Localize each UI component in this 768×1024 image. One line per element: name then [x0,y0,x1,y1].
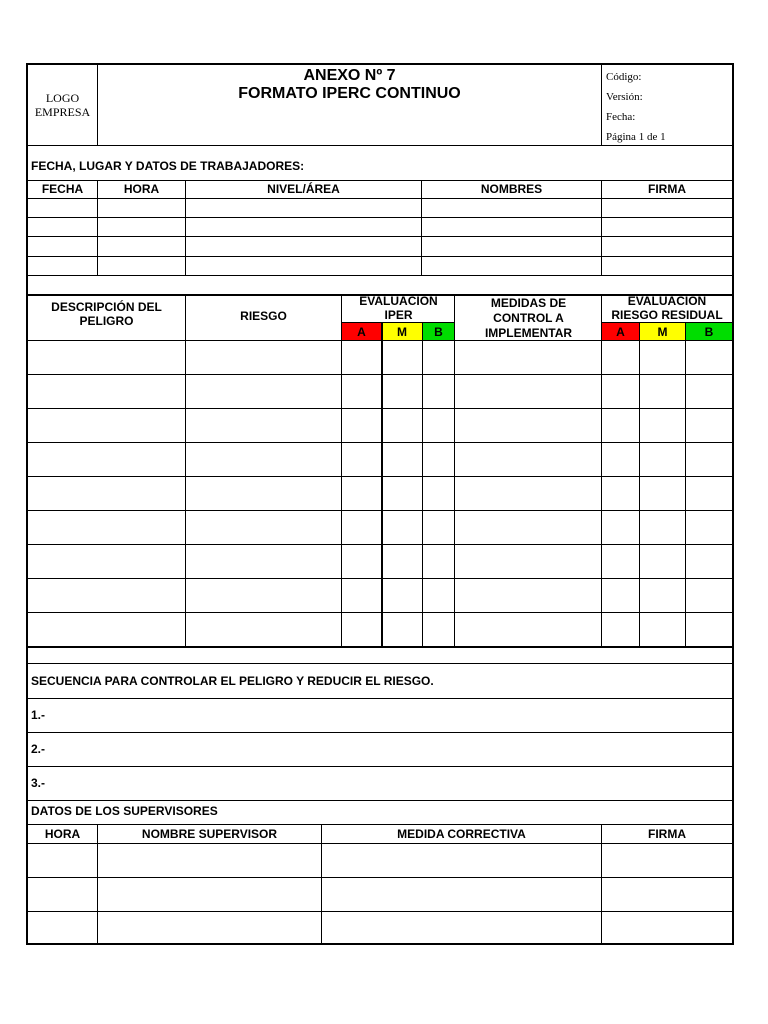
divider [421,180,422,276]
divider [341,294,342,648]
residual-level-a-cell: A [602,323,639,340]
col-nombres: NOMBRES [480,182,543,196]
divider [601,294,602,648]
col-riesgo: RIESGO [240,309,287,323]
divider [97,180,98,276]
table-row [28,612,732,613]
divider [601,180,602,276]
table-row [28,236,732,237]
eval-iper-line2: IPER [384,308,413,322]
sup-col-firma: FIRMA [648,826,686,841]
col-firma: FIRMA [648,182,686,196]
table-row [28,340,732,341]
supervisors-section-title: DATOS DE LOS SUPERVISORES [31,804,218,818]
residual-line2: RIESGO RESIDUAL [611,308,723,322]
divider [28,800,732,801]
table-row [28,510,732,511]
col-medidas-control [455,296,602,341]
divider [97,824,98,945]
divider [639,322,640,648]
table-row [28,374,732,375]
divider [685,322,686,648]
divider [381,322,383,648]
residual-level-b-cell: B [686,323,732,340]
divider [185,294,186,648]
col-descripcion-peligro [28,301,185,329]
medidas-line3: IMPLEMENTAR [484,326,573,340]
table-row [28,877,732,878]
logo-line2: EMPRESA [34,104,91,119]
col-evaluacion-residual [602,294,732,322]
residual-line1: EVALUACIÓN [627,294,707,308]
sup-col-medida: MEDIDA CORRECTIVA [397,826,526,841]
sequence-item-3: 3.- [31,776,46,790]
sequence-item-2: 2.- [31,742,46,756]
divider [422,322,423,648]
divider [185,180,186,276]
col-hora: HORA [123,182,160,196]
residual-level-m-cell: M [640,323,685,340]
divider [454,294,455,648]
table-row [28,476,732,477]
sequence-title: SECUENCIA PARA CONTROLAR EL PELIGRO Y REDUCIR EL RIESGO. [31,674,434,688]
iperc-form [26,63,734,945]
codigo-label: Código: [606,71,642,83]
col-descripcion-line2: PELIGRO [79,313,134,328]
logo-placeholder [28,92,97,120]
divider [341,322,455,323]
divider [28,663,732,664]
level-m-cell: M [382,323,422,340]
divider [601,824,602,945]
col-fecha: FECHA [41,182,84,196]
table-row [28,275,732,276]
level-b-cell: B [423,323,454,340]
table-row [28,843,732,844]
col-nivel-area: NIVEL/ÁREA [267,182,340,196]
table-row [28,256,732,257]
table-row [28,442,732,443]
title-line1: ANEXO Nº 7 [303,67,396,84]
medidas-line1: MEDIDAS DE [490,296,567,310]
table-row [28,198,732,199]
divider [28,698,732,699]
divider [28,732,732,733]
medidas-line2: CONTROL A [493,311,564,325]
table-row [28,408,732,409]
pagina-label: Página 1 de 1 [606,131,666,143]
document-meta [606,67,666,147]
version-label: Versión: [606,91,643,103]
eval-iper-line1: EVALUACIÓN [359,294,438,308]
table-row [28,544,732,545]
divider [601,65,602,145]
col-evaluacion-iper [342,294,455,322]
table-row [28,578,732,579]
workers-section-title: FECHA, LUGAR Y DATOS DE TRABAJADORES: [31,159,305,173]
level-a-cell: A [342,323,381,340]
divider [601,322,732,323]
table-row [28,911,732,912]
sup-col-nombre: NOMBRE SUPERVISOR [141,826,278,841]
divider [321,824,322,945]
sup-col-hora: HORA [44,826,81,841]
fecha-label: Fecha: [606,111,636,123]
table-row [28,217,732,218]
form-title [98,67,601,104]
divider [28,766,732,767]
logo-line1: LOGO [45,91,80,105]
title-line2: FORMATO IPERC CONTINUO [238,85,461,103]
sequence-item-1: 1.- [31,708,46,722]
divider [28,646,732,648]
col-descripcion-line1: DESCRIPCIÓN DEL [51,300,162,314]
